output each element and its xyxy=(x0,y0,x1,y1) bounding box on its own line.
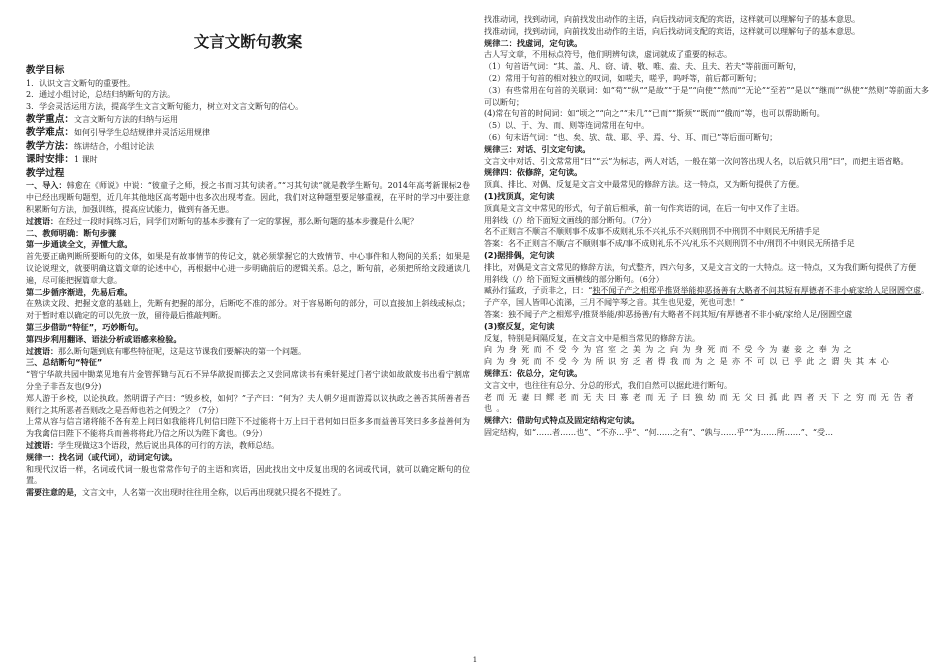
rule3-heading: 规律三：对话、引文定句读。 xyxy=(484,143,591,154)
rule2-item: （1）句首语气词：“其、盖、凡、窃、请、敬、唯、盍、夫、且夫、若夫”等前面可断句， xyxy=(484,62,802,72)
rule4b-question: 用斜线（/）给下面短文画横线的部分断句。（6分） xyxy=(484,274,664,284)
intro-paragraph xyxy=(26,180,470,215)
intro-text: 韩愈在《师说》中说：“彼童子之师，授之书而习其句读者。”“习其句读”就是教学生断句。2014年高考新课标2卷中已经出现断句题型，近几年其他地区高考题中也多次出现考查。因此，我们对这种题型要足够重视，在平时的学习中要注意积累断句方法，加强训练，提高应试能力，做到有备无患。 xyxy=(26,181,470,214)
rule6-text: 固定结构，如“……者……也”、“不亦…乎”、“何……之有”、“孰与……乎”“为……所……”、“受… xyxy=(484,427,833,437)
key-point-line xyxy=(26,113,470,127)
page-number: 1 xyxy=(472,656,478,664)
goal-item: 3．学会灵活运用方法，提高学生文言文断句能力，树立对文言文断句的信心。 xyxy=(26,102,304,112)
rule5-heading: 规律五：依总分，定句读。 xyxy=(484,367,583,378)
left-column xyxy=(26,14,470,499)
rule3-text: 文言文中对话、引文常常用“曰”“云”为标志，两人对话，一般在第一次问答出现人名，以后就只用“曰”，而把主语省略。 xyxy=(484,156,909,166)
rule4a-heading: (1)找顶真，定句读 xyxy=(484,190,555,201)
rule1-note-text: 文言文中，人名第一次出现时往往用全称，以后再出现就只提名不提姓了。 xyxy=(82,488,346,498)
goal-item: 2．通过小组讨论，总结归纳断句的方法。 xyxy=(26,90,176,100)
rule1-heading: 规律一：找名词（或代词），动词定句读。 xyxy=(26,451,178,462)
rule2-item: （3）有些常用在句首的关联词：如“苟”“纵”“是故”“于是”“向使”“然而”“无论”“至若”“是以”“继而”“纵使”“然则”等前面大多可以断句； xyxy=(484,85,929,107)
rule4b-answer: 答案：独不闻子产之相郑乎/推贤举能/抑恶扬善/有大略者不问其短/有厚德者不非小疵/家给人足/囹圄空虚 xyxy=(484,309,853,319)
hours-line xyxy=(26,153,470,167)
rule4c-heading: (3)察反复，定句读 xyxy=(484,320,555,331)
rule5-text: 文言文中，也往往有总分、分总的形式，我们自然可以据此进行断句。 xyxy=(484,380,732,390)
rule6-heading: 规律六：借助句式特点及固定结构定句读。 xyxy=(484,415,640,426)
exercise-passage: 上常从容与信言诸将能不各有差上问曰如我能将几何信曰陛下不过能将十万上曰于君何如曰臣多多而益善耳笑曰多多益善何为为我禽信曰陛下不能将兵而善将将此乃信之所以为陛下禽也。（9分） xyxy=(26,417,470,439)
rule4-heading: 规律四：依修辞，定句读。 xyxy=(484,167,583,178)
step2-heading: 第二步循序渐进，先易后难。 xyxy=(26,286,133,297)
transition-paragraph xyxy=(26,216,470,228)
hours-label: 课时安排： xyxy=(26,154,74,166)
right-column xyxy=(484,14,929,439)
transition-paragraph xyxy=(26,440,470,452)
method-text: 练讲结合，小组讨论法 xyxy=(73,141,154,151)
method-line xyxy=(26,140,470,154)
exercise-passage: “管宁华歆共园中锄菜见地有片金管挥锄与瓦石不异华歆捉而掷去之又尝同席读书有乘轩冕过门者宁读如故歆废书出看宁割席分坐子非吾友也(9分) xyxy=(26,370,470,391)
method-label: 教学方法： xyxy=(26,140,74,152)
rule4a-sentence: 名不正则言不顺言不顺则事不成事不成则礼乐不兴礼乐不兴则刑罚不中刑罚不中则民无所措手足 xyxy=(484,227,820,237)
rule4b-underlined: 独不闻子产之相郑乎推贤举能抑恶扬善有大略者不问其短有厚德者不非小疵家给人足囹圄空虚 xyxy=(592,286,922,296)
rule1-note xyxy=(26,487,470,499)
rule5-passage: 老而无妻曰鳏老而无夫曰寡老而无子曰独幼而无父曰孤此四者天下之穷而无告者也。 xyxy=(484,392,918,414)
difficulty-text: 如何引导学生总结规律并灵活运用规律 xyxy=(73,128,210,138)
steps-heading: 二、教师明确：断句步骤 xyxy=(26,227,117,238)
rule4b-passage xyxy=(484,285,929,309)
transition-text: 学生现做这3个语段，然后说出具体的可行的方法，教师总结。 xyxy=(58,440,280,450)
transition-paragraph xyxy=(26,346,470,358)
step2-text: 在熟读文段、把握文意的基础上，先断有把握的部分，后断吃不准的部分。对于容易断句的部分，可以直接加上斜线或标点；对于暂时难以确定的可以先放一放，留待最后推敲判断。 xyxy=(26,299,470,321)
rule4b-tail: 。子产卒，国人皆叩心流涕，三月不闻竽琴之音。其生也见爱，死也可悲！” xyxy=(484,286,930,308)
rule4a-question: 用斜线（/）给下面短文画线的部分断句。（7分） xyxy=(484,215,656,225)
step1-heading: 第一步通读全文，弄懂大意。 xyxy=(26,239,133,250)
rule2-item: (4)常在句首的时间词：如“顷之”“向之”“未几”“已而”“斯须”“既而”“俄而”等，也可以帮助断句。 xyxy=(484,109,825,119)
features-heading: 三、总结断句“特征” xyxy=(26,357,103,368)
rule2-intro: 古人写文章，不用标点符号，他们明辨句读，虚词就成了重要的标志。 xyxy=(484,50,732,60)
rule4b-text: 排比，对偶是文言文常见的修辞方法，句式整齐，四六句多，又是文言文的一大特点。这一特点，又为我们断句提供了方便 xyxy=(484,262,916,272)
exercise-passage: 郑人游于乡校，以论执政。然明谓子产曰：“毁乡校，如何？”子产曰：“何为？夫人朝夕退而游焉以议执政之善否其所善者吾则行之其所恶者吾则改之是吾师也若之何毁之？（7分） xyxy=(26,393,470,415)
goals-heading: 教学目标 xyxy=(26,65,65,76)
key-point-label: 教学重点： xyxy=(26,113,74,125)
rule4c-passage: 向为身死而不受今为所识穷乏者得我而为之是亦不可以已乎此之谓失其本心 xyxy=(484,357,894,367)
difficulty-line xyxy=(26,126,470,140)
rule4b-heading: (2)据排偶，定句读 xyxy=(484,249,555,260)
rule2-item: （6）句末语气词：“也、矣、欤、哉、耶、乎、焉、兮、耳、而已”等后面可断句； xyxy=(484,132,778,142)
hours-text: 1 课时 xyxy=(73,155,98,165)
intro-label: 一、导入： xyxy=(26,181,67,191)
rule4a-text: 顶真是文言文中常见的形式，句子前后相承，前一句作宾语的词，在后一句中又作了主语。 xyxy=(484,203,804,213)
rule4c-passage: 向为身死而不受今为宫室之美为之向为身死而不受今为妻妾之奉为之 xyxy=(484,345,856,355)
key-point-text: 文言文断句方法的归纳与运用 xyxy=(73,114,178,124)
rule1-text: 和现代汉语一样，名词或代词一般也常常作句子的主语和宾语，因此找出文中反复出现的名词或代词，就可以确定断句的位置。 xyxy=(26,464,470,486)
verb-rule-line: 找准动词，找到动词，向前找发出动作的主语，向后找动词支配的宾语，这样就可以理解句子的基本意思。 xyxy=(484,26,860,36)
page-title: 文言文断句教案 xyxy=(193,33,303,51)
transition-label: 过渡语： xyxy=(26,346,58,356)
step3-heading: 第三步借助“特征”，巧妙断句。 xyxy=(26,321,144,332)
rule4a-answer: 答案：名不正则言不顺/言不顺则事不成/事不成则礼乐不兴/礼乐不兴则刑罚不中/刑罚不中则民无所措手足 xyxy=(484,239,855,249)
transition-label: 过渡语： xyxy=(26,216,58,226)
step1-text: 首先要正确判断所要断句的文体，如果是有故事情节的传记文，就必须掌握它的大致情节、中心事件和人物间的关系；如果是议论说理文，就要明确这篇文章的论述中心，再根据中心进一步明确前后的逻辑关系。总之，断句前，必须把所给文段通读几遍，尽可能把握篇章大意。 xyxy=(26,252,470,285)
transition-label: 过渡语： xyxy=(26,440,58,450)
rule4b-lead: 臧孙行猛政，子贡非之，曰：“ xyxy=(484,286,593,296)
rule2-item: （2）常用于句首的相对独立的叹词，如嗟夫，嗟乎，呜呼等，前后都可断句； xyxy=(484,73,762,83)
verb-rule-line: 找准动词，找到动词，向前找发出动作的主语，向后找动词支配的宾语，这样就可以理解句子的基本意思。 xyxy=(484,15,860,24)
transition-text: 在经过一段时间练习后，同学们对断句的基本步骤有了一定的掌握，那么断句题的基本步骤是什么呢？ xyxy=(58,216,418,226)
rule1-note-label: 需要注意的是， xyxy=(26,488,82,498)
rule2-heading: 规律二：找虚词，定句读。 xyxy=(484,37,583,48)
rule4-text: 顶真、排比、对偶、反复是文言文中最常见的修辞方法。这一特点，又为断句提供了方便。 xyxy=(484,180,804,190)
process-heading: 教学过程 xyxy=(26,167,65,179)
transition-text: 那么断句题到底有哪些特征呢，这是这节课我们要解决的第一个问题。 xyxy=(58,346,306,356)
goal-item: 1．认识文言文断句的重要性。 xyxy=(26,78,136,88)
difficulty-label: 教学难点： xyxy=(26,127,74,139)
step4-heading: 第四步利用翻译、语法分析或语感来检验。 xyxy=(26,333,182,344)
rule2-item: （5）以、于、为、而、则等连词常用在句中。 xyxy=(484,121,650,131)
rule4c-text: 反复，特别是间隔反复，在文言文中是相当常见的修辞方法。 xyxy=(484,333,700,343)
